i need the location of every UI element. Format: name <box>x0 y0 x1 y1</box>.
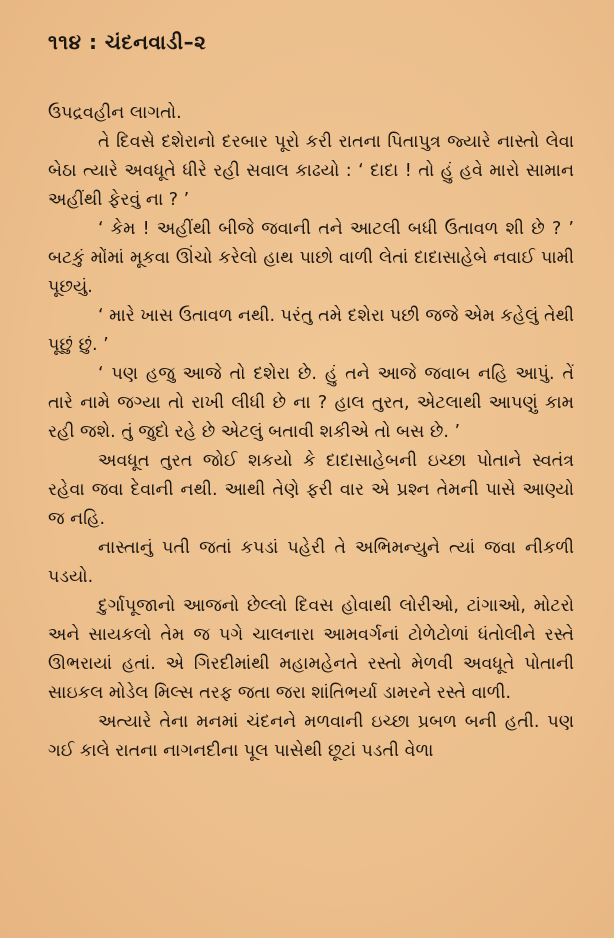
paragraph: ‘ કેમ ! અહીંથી બીજે જવાની તને આટલી બધી ઉતાવળ શી છે ? ’ બટકું મોંમાં મૂકવા ઊંચો કરેલો હાથ પાછો વાળી લેતાં દાદાસાહેબે નવાઈ પામી પૂછયું. <box>48 219 574 297</box>
running-head: ૧૧૪ : ચંદનવાડી–૨ <box>48 30 207 54</box>
paragraph: ‘ પણ હજુ આજે તો દશેરા છે. હું તને આજે જવાબ નહિ આપું. તેં તારે નામે જગ્યા તો રાખી લીધી છે ના ? હાલ તુરત, એટલાથી આપણું કામ રહી જશે. તું જુદો રહે છે એટલું બતાવી શકીએ તો બસ છે. ’ <box>48 364 574 442</box>
paragraph: દુર્ગાપૂજાનો આજનો છેલ્લો દિવસ હોવાથી લોરીઓ, ટાંગાઓ, મોટરો અને સાયકલો તેમ જ પગે ચાલનારા આમવર્ગનાં ટોળેટોળાં ધંતોલીને રસ્તે ઊભરાયાં હતાં. એ ગિરદીમાંથી મહામહેનતે રસ્તો મેળવી અવધૂતે પોતાની સાઇકલ મોડેલ મિલ્સ તરફ જતા જરા શાંતિભર્યા ડામરને રસ્તે વાળી. <box>48 596 574 703</box>
paragraph: અત્યારે તેના મનમાં ચંદનને મળવાની ઇચ્છા પ્રબળ બની હતી. પણ ગઈ કાલે રાતના નાગનદીના પૂલ પાસેથી છૂટાં પડતી વેળા <box>48 712 574 761</box>
paragraph: તે દિવસે દશેરાનો દરબાર પૂરો કરી રાતના પિતાપુત્ર જ્યારે નાસ્તો લેવા બેઠા ત્યારે અવધૂતે ધીરે રહી સવાલ કાઢયો : ‘ દાદા ! તો હું હવે મારો સામાન અહીંથી ફેરવું ના ? ’ <box>48 132 574 210</box>
paragraph: અવધૂત તુરત જોઈ શકયો કે દાદાસાહેબની ઇચ્છા પોતાને સ્વતંત્ર રહેવા જવા દેવાની નથી. આથી તેણે ફરી વાર એ પ્રશ્ન તેમની પાસે આણ્યો જ નહિ. <box>48 451 574 529</box>
paragraph: ઉપદ્રવહીન લાગતો. <box>48 103 182 123</box>
paragraph: ‘ મારે ખાસ ઉતાવળ નથી. પરંતુ તમે દશેરા પછી જજે એમ કહેલું તેથી પૂછું છું. ’ <box>48 306 575 355</box>
paragraph: નાસ્તાનું પતી જતાં કપડાં પહેરી તે અભિમન્યુને ત્યાં જવા નીકળી પડયો. <box>48 538 574 587</box>
page-body <box>48 99 574 766</box>
